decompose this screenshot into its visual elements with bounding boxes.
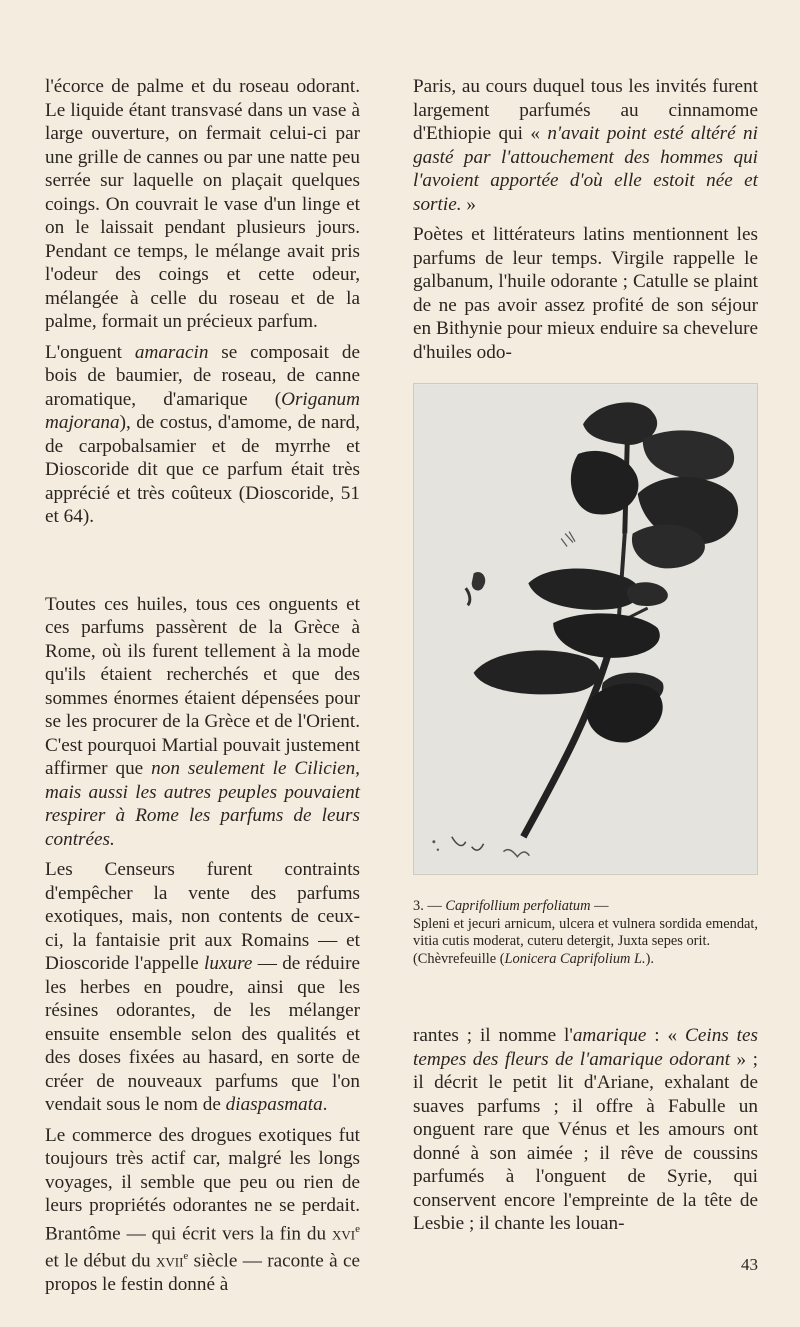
superscript: e — [183, 1250, 189, 1263]
text: siècle — raconte à ce propos le festin donné à — [45, 1250, 360, 1296]
caption-latin: Spleni et jecuri arnicum, ulcera et vulnera sordida emendat, vitia cutis moderat, cuteru detergit, Juxta sepes orit. — [413, 915, 758, 949]
paragraph: Poètes et littérateurs latins mentionnent les parfums de leur temps. Virgile rappelle le galbanum, l'huile odorante ; Catulle se plaint de ne pas avoir assez profité de son séjour en Bithynie pour mieux enduire sa chevelure d'huiles odo- — [413, 224, 758, 363]
italic-quote: Ceins tes tempes des fleurs de l'amarique odorant — [413, 1025, 758, 1070]
text: — de réduire les herbes en poudre, ainsi que les résines odorantes, de les mélanger ensuite ensemble selon des qualités et des doses fixées au hasard, en sorte de créer de nouveaux parfums que l'on vendait sous le nom de — [45, 953, 360, 1115]
caption-title-line — [413, 898, 758, 916]
century: xvi — [332, 1222, 356, 1244]
italic-term: Origanum majorana — [45, 388, 360, 433]
paragraph — [45, 1124, 360, 1297]
text: Toutes ces huiles, tous ces onguents et ces parfums passèrent de la Grèce à Rome, où ils furent tellement à la mode qu'ils étaient recherchés et que des sommes énormes étaient dépensées pour se les procurer de la Grèce et de l'Orient. C'est pourquoi Martial pouvait justement affirmer que — [45, 593, 360, 779]
text: L'onguent — [45, 341, 135, 363]
paragraph — [45, 858, 360, 1117]
italic-term: amarique — [572, 1025, 647, 1046]
figure-caption — [413, 898, 758, 968]
text: (Chèvrefeuille ( — [413, 950, 505, 967]
text: Paris, au cours duquel tous les invités furent largement parfumés au cinnamome d'Ethiopie qui « — [413, 76, 758, 144]
figure-number: 3. — — [413, 898, 446, 914]
text: Le commerce des drogues exotiques fut toujours très actif car, malgré les longs voyages, il semble que peu ou rien de leurs propriétés odorantes ne se perdait. Brantôme — qui écrit vers la fin du — [45, 1124, 360, 1244]
text: ). — [645, 950, 655, 967]
paragraph — [413, 75, 758, 216]
superscript: e — [355, 1222, 360, 1235]
left-column — [45, 75, 360, 1297]
century: xvii — [155, 1250, 184, 1272]
italic-quote: non seulement le Cilicien, mais aussi les autres peuples pouvaient respirer à Rome les parfums de leurs contrées. — [45, 758, 360, 850]
caption-common-name — [413, 951, 758, 969]
text: Les Censeurs furent contraints d'empêcher la vente des parfums exotiques, mais, non contents de ceux-ci, la fantaisie prit aux Romains — et Dioscoride l'appelle — [45, 859, 360, 974]
honeysuckle-illustration — [414, 384, 757, 874]
text: » ; il décrit le petit lit d'Ariane, exhalant de suaves parfums ; il offre à Fabulle un onguent rare que Vénus et les amours ont donné à son aimée ; il rêve de coussins parfumés à l'onguent de Syrie, qui conservent encore l'empreinte de la tête de Lesbie ; il chante les louan- — [413, 1048, 758, 1234]
text: — — [590, 898, 609, 914]
text: ), de costus, d'amome, de nard, de carpobalsamier et de myrrhe et Dioscoride dit que ce parfum était très apprécié et très coûteux (Dioscoride, 51 et 64). — [45, 412, 360, 527]
text: rantes ; il nomme l' — [413, 1025, 573, 1046]
text: et le début du — [45, 1250, 156, 1272]
paragraph — [45, 593, 360, 852]
paragraph — [45, 341, 360, 529]
italic-term: amaracin — [134, 341, 209, 363]
italic-term: luxure — [204, 953, 253, 974]
page-number: 43 — [741, 1255, 758, 1274]
plant-specimen-image — [413, 383, 758, 875]
right-column — [413, 75, 758, 364]
italic-quote: n'avait point esté altéré ni gasté par l'attouchement des hommes qui l'avoient apportée d'où elle estoit née et sortie. — [413, 123, 758, 215]
text: . — [322, 1094, 328, 1115]
text: : « — [646, 1025, 686, 1046]
paragraph: l'écorce de palme et du roseau odorant. Le liquide étant transvasé dans un vase à large ouverture, on fermait celui-ci par une grille de cannes ou par une natte peu serrée sur laquelle on plaçait quelques coings. On couvrait le vase d'un linge et on le laissait pendant plusieurs jours. Pendant ce temps, le mélange avait pris l'odeur des coings et cette odeur, mélangée à celle du roseau et de la palme, formait un précieux parfum. — [45, 76, 360, 332]
text: » — [461, 193, 476, 215]
right-column-lower — [413, 1024, 758, 1236]
italic-term: Lonicera Caprifolium L. — [504, 950, 646, 967]
paragraph — [413, 1024, 758, 1236]
caption-title: Caprifollium perfoliatum — [445, 898, 591, 914]
italic-term: diaspasmata — [225, 1094, 323, 1115]
text: se composait de bois de baumier, de roseau, de canne aromatique, d'amarique ( — [45, 341, 360, 410]
